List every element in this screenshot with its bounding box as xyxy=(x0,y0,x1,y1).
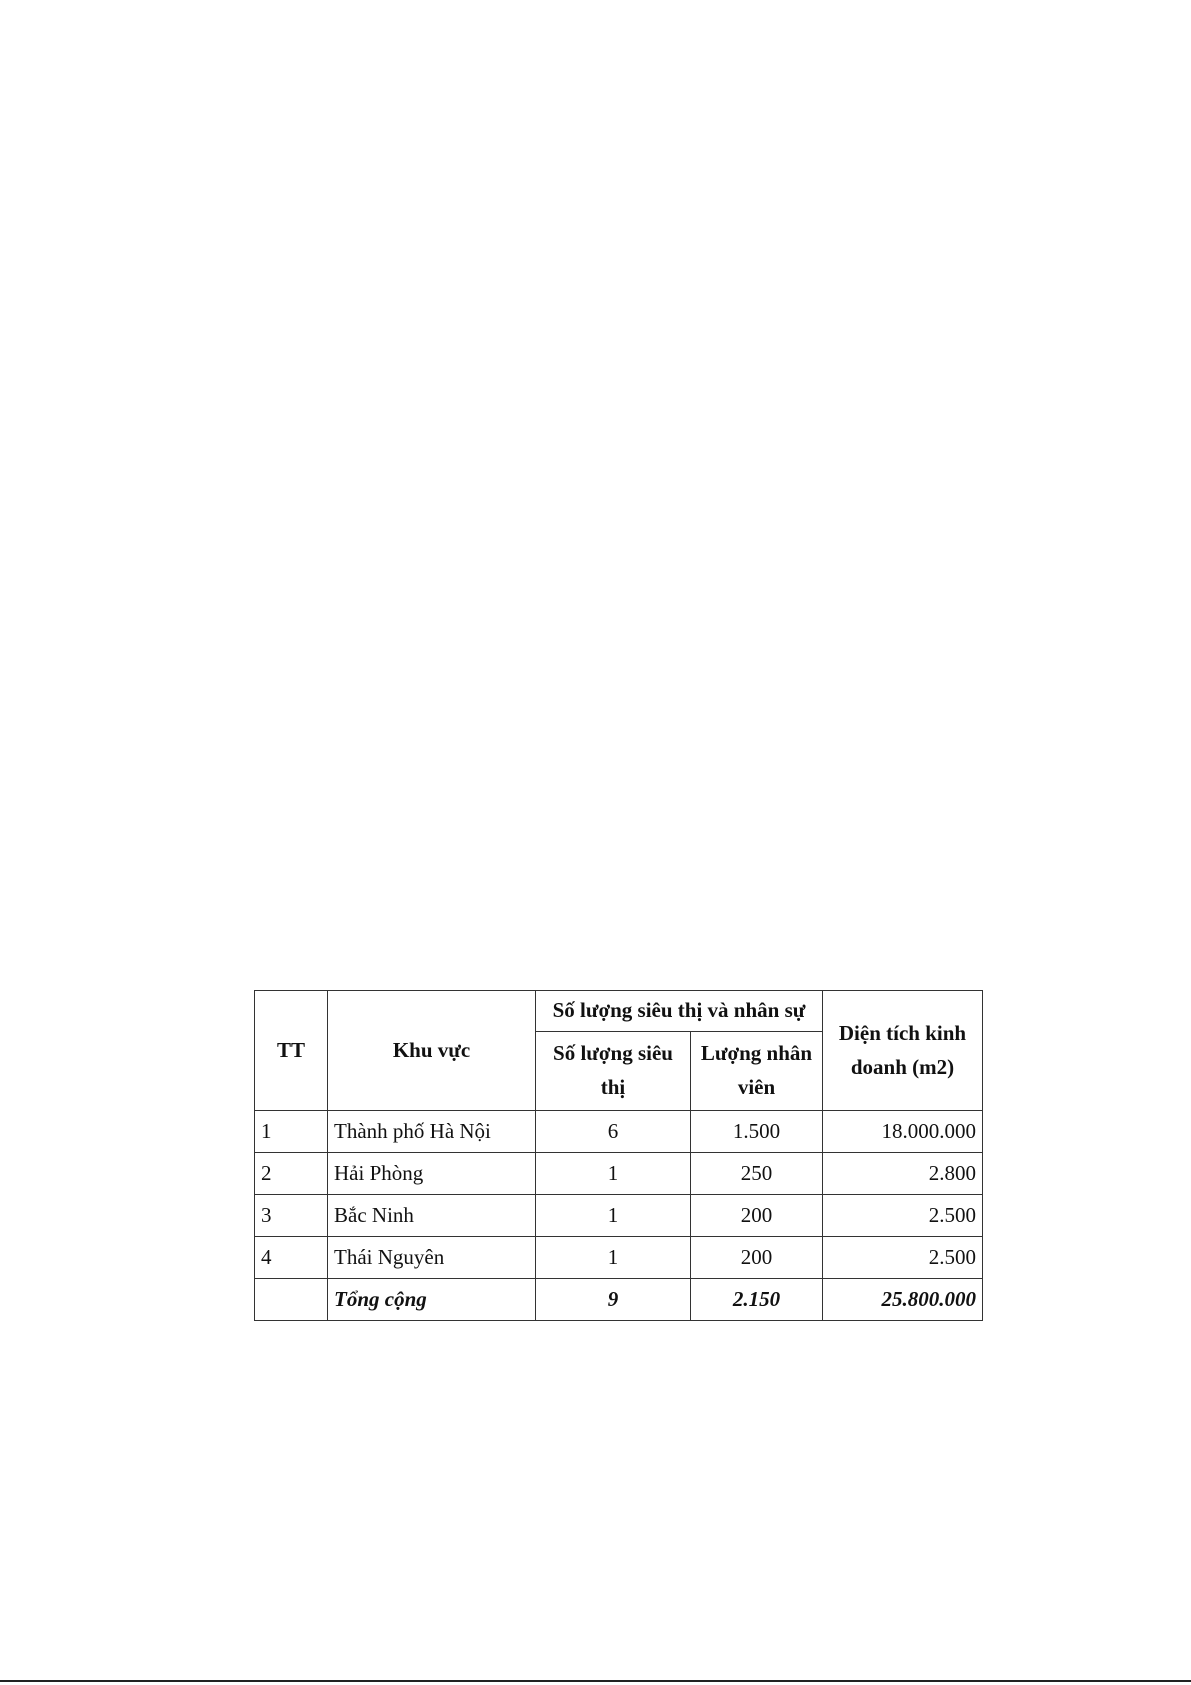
cell-khu-vuc: Hải Phòng xyxy=(328,1153,536,1195)
cell-khu-vuc: Thái Nguyên xyxy=(328,1237,536,1279)
table-header-row xyxy=(255,991,983,1032)
cell-nhan-vien: 1.500 xyxy=(691,1111,823,1153)
cell-tt: 3 xyxy=(255,1195,328,1237)
total-nhan-vien: 2.150 xyxy=(691,1279,823,1321)
header-dien-tich: Diện tích kinh doanh (m2) xyxy=(823,991,983,1111)
cell-dien-tich: 2.500 xyxy=(823,1195,983,1237)
table-row xyxy=(255,1237,983,1279)
total-dien-tich: 25.800.000 xyxy=(823,1279,983,1321)
table-row xyxy=(255,1195,983,1237)
cell-nhan-vien: 250 xyxy=(691,1153,823,1195)
cell-khu-vuc: Thành phố Hà Nội xyxy=(328,1111,536,1153)
cell-nhan-vien: 200 xyxy=(691,1237,823,1279)
header-nhan-vien: Lượng nhân viên xyxy=(691,1032,823,1111)
cell-tt: 4 xyxy=(255,1237,328,1279)
header-so-luong: Số lượng siêu thị xyxy=(536,1032,691,1111)
page-bottom-rule xyxy=(0,1680,1191,1682)
cell-so-luong: 6 xyxy=(536,1111,691,1153)
table-row xyxy=(255,1153,983,1195)
table-total-row xyxy=(255,1279,983,1321)
cell-khu-vuc: Bắc Ninh xyxy=(328,1195,536,1237)
cell-tt: 1 xyxy=(255,1111,328,1153)
cell-dien-tich: 18.000.000 xyxy=(823,1111,983,1153)
cell-so-luong: 1 xyxy=(536,1153,691,1195)
table-row xyxy=(255,1111,983,1153)
cell-dien-tich: 2.800 xyxy=(823,1153,983,1195)
cell-so-luong: 1 xyxy=(536,1237,691,1279)
cell-tt-empty xyxy=(255,1279,328,1321)
total-so-luong: 9 xyxy=(536,1279,691,1321)
header-khu-vuc: Khu vực xyxy=(328,991,536,1111)
stores-table xyxy=(254,990,983,1321)
cell-so-luong: 1 xyxy=(536,1195,691,1237)
header-tt: TT xyxy=(255,991,328,1111)
total-label: Tổng cộng xyxy=(328,1279,536,1321)
cell-tt: 2 xyxy=(255,1153,328,1195)
header-group-stores-staff: Số lượng siêu thị và nhân sự xyxy=(536,991,823,1032)
cell-dien-tich: 2.500 xyxy=(823,1237,983,1279)
cell-nhan-vien: 200 xyxy=(691,1195,823,1237)
